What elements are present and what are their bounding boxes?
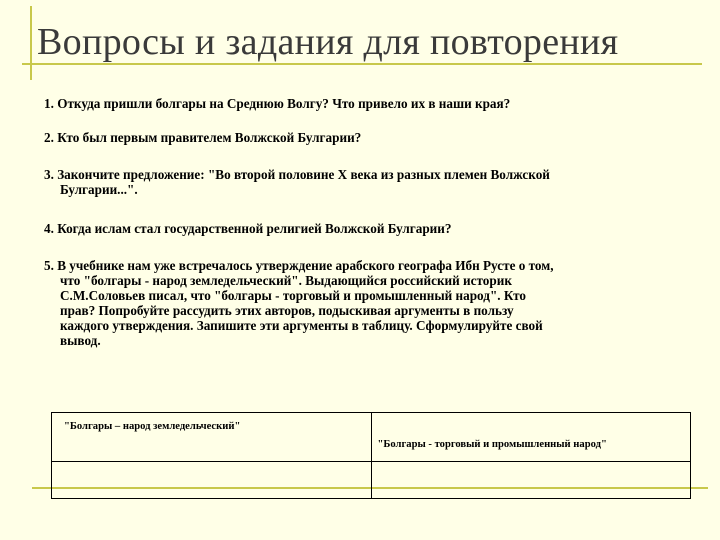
table-row [52, 462, 691, 499]
table-header-agricultural: "Болгары – народ земледельческий" [52, 413, 372, 462]
table-header-trade: "Болгары - торговый и промышленный народ" [371, 413, 691, 462]
table-cell-agricultural[interactable] [52, 462, 372, 499]
question-1: 1. Откуда пришли болгары на Среднюю Волгу? Что привело их в наши края? [44, 96, 511, 111]
slide-title: Вопросы и задания для повторения [37, 21, 619, 63]
question-2: 2. Кто был первым правителем Волжской Булгарии? [44, 130, 362, 145]
question-5: 5. В учебнике нам уже встречалось утверждение арабского географа Ибн Русте о том, что "болгары - народ земледельческий". Выдающийся российский историк С.М.Соловьев писал, что "болгары - торговый и промышленный народ". Кто прав? Попробуйте рассудить этих авторов, подыскивая аргументы в пользу каждого утверждения. Запишите эти аргументы в таблицу. Сформулируйте свой вывод. [44, 258, 554, 348]
question-3: 3. Закончите предложение: "Во второй половине X века из разных племен Волжской Булгарии...". [44, 167, 550, 197]
comparison-table [51, 412, 691, 499]
table-header-row [52, 413, 691, 462]
table-cell-trade[interactable] [371, 462, 691, 499]
questions-list [44, 96, 684, 348]
title-accent-vertical-line [30, 6, 32, 80]
question-4: 4. Когда ислам стал государственной религией Волжской Булгарии? [44, 221, 452, 236]
